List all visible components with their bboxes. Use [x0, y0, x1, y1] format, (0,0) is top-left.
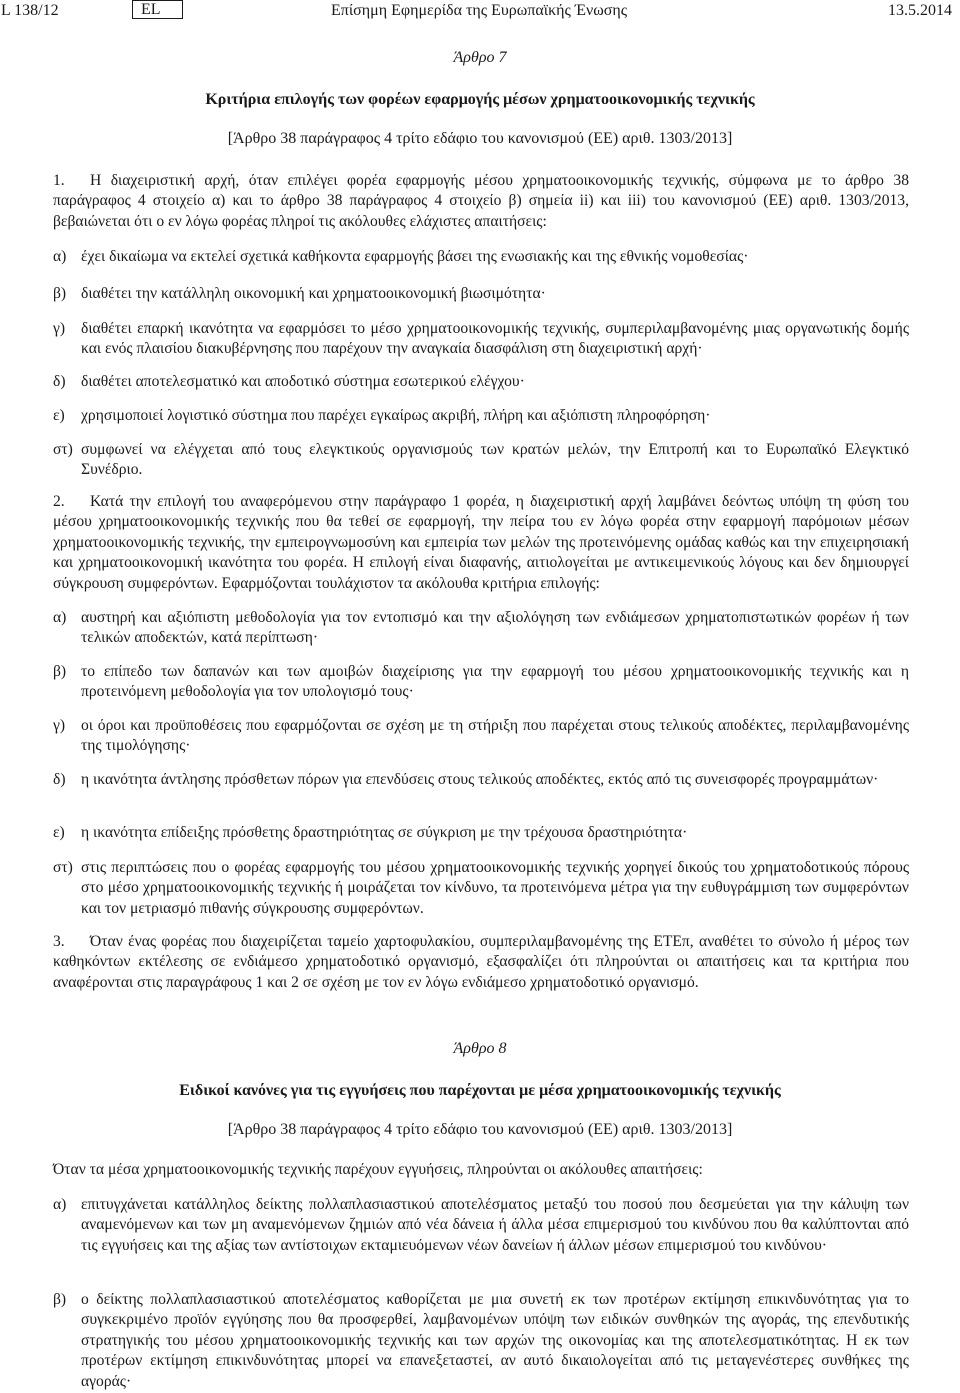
list-item [53, 716, 909, 757]
list-item-text: διαθέτει αποτελεσματικό και αποδοτικό σύστημα εσωτερικού ελέγχου· [81, 373, 525, 390]
list-item-text: το επίπεδο των δαπανών και των αμοιβών διαχείρισης για την εφαρμογή του μέσου χρηματοοικονομικής τεχνικής και η προτεινόμενη μεθοδολογία για τον υπολογισμό τους· [81, 663, 909, 701]
list-item [53, 1290, 909, 1392]
paragraph-number: 2. [53, 493, 65, 510]
list-item-text: στις περιπτώσεις που ο φορέας εφαρμογής του μέσου χρηματοοικονομικής τεχνικής χορηγεί δικούς του χρηματοδοτικούς πόρους στο μέσο χρηματοοικονομικής τεχνικής ή μοιράζεται τον κίνδυνο, τα προτεινόμενα μέτρα για την ευθυγράμμιση των συμφερόντων και τον μετριασμό πιθανής σύγκρουσης συμφερόντων. [81, 859, 909, 917]
list-item-text: η ικανότητα άντλησης πρόσθετων πόρων για επενδύσεις στους τελικούς αποδέκτες, εκτός από τις συνεισφορές προγραμμάτων· [81, 771, 879, 788]
article-7-paragraph-1 [53, 171, 909, 233]
article-7-reference: [Άρθρο 38 παράγραφος 4 τρίτο εδάφιο του κανονισμού (ΕΕ) αριθ. 1303/2013] [227, 130, 733, 147]
list-item-text: αυστηρή και αξιόπιστη μεθοδολογία για τον εντοπισμό και την αξιολόγηση των ενδιάμεσων χρηματοπιστωτικών φορέων ή των τελικών αποδεκτών, κατά περίπτωση· [81, 609, 909, 647]
list-item-label: στ) [53, 859, 73, 876]
publication-date: 13.5.2014 [888, 2, 952, 19]
list-item-text: ο δείκτης πολλαπλασιαστικού αποτελέσματος καθορίζεται με μια συνετή εκ των προτέρων εκτίμηση επικινδυνότητας για το συγκεκριμένο προϊόν εγγύησης που θα προσφερθεί, λαμβανομένων υπόψη των ειδικών συνθηκών της αγοράς, της επενδυτικής στρατηγικής του μέσου χρηματοοικονομικής τεχνικής και των αρχών της οικονομίας και της αποτελεσματικότητας. Η εκ των προτέρων εκτίμηση επικινδυνότητας μπορεί να επανεξεταστεί, αν αυτό δικαιολογείται από τις μεταγενέστερες συνθήκες της αγοράς· [81, 1291, 909, 1390]
list-item-label: α) [53, 609, 67, 626]
list-item [53, 319, 909, 360]
list-item-label: στ) [53, 441, 73, 458]
list-item-text: οι όροι και προϋποθέσεις που εφαρμόζονται σε σχέση με τη στήριξη που παρέχεται στους τελικούς αποδέκτες, περιλαμβανομένης της τιμολόγησης· [81, 717, 909, 755]
list-item-label: α) [53, 1196, 67, 1213]
paragraph-number: 3. [53, 933, 65, 950]
list-item-label: α) [53, 248, 67, 265]
list-item [53, 406, 909, 426]
list-item-label: β) [53, 285, 67, 302]
page-header [0, 0, 960, 24]
list-item [53, 858, 909, 919]
list-item-label: δ) [53, 373, 66, 390]
language-badge: EL [132, 0, 183, 19]
list-item-text: διαθέτει την κατάλληλη οικονομική και χρηματοοικονομική βιωσιμότητα· [81, 285, 546, 302]
journal-title: Επίσημη Εφημερίδα της Ευρωπαϊκής Ένωσης [331, 2, 628, 19]
list-item-text: η ικανότητα επίδειξης πρόσθετης δραστηριότητας σε σύγκριση με την τρέχουσα δραστηριότητα· [81, 824, 688, 841]
list-item-label: β) [53, 663, 67, 680]
article-8-reference: [Άρθρο 38 παράγραφος 4 τρίτο εδάφιο του κανονισμού (ΕΕ) αριθ. 1303/2013] [227, 1121, 733, 1138]
list-item [53, 284, 909, 304]
article-7-number: Άρθρο 7 [453, 49, 507, 66]
list-item-text: επιτυγχάνεται κατάλληλος δείκτης πολλαπλασιαστικού αποτελέσματος μεταξύ του ποσού που δεσμεύεται για την κάλυψη των αναμενόμενων και των μη αναμενόμενων ζημιών από νέα δάνεια ή άλλα μέσα επιμερισμού του κινδύνου που θα καλύπτονται από τις εγγυήσεις και της αξίας των αντίστοιχων εκταμιευόμενων νέων δανείων ή άλλων μέσων επιμερισμού του κινδύνου· [81, 1196, 909, 1254]
article-8-title: Ειδικοί κανόνες για τις εγγυήσεις που παρέχονται με μέσα χρηματοοικονομικής τεχνικής [179, 1082, 781, 1099]
paragraph-number: 1. [53, 172, 65, 189]
article-8-number: Άρθρο 8 [453, 1040, 507, 1057]
list-item [53, 440, 909, 481]
list-item-text: χρησιμοποιεί λογιστικό σύστημα που παρέχει εγκαίρως ακριβή, πλήρη και αξιόπιστη πληροφόρηση· [81, 407, 711, 424]
paragraph-text: Όταν ένας φορέας που διαχειρίζεται ταμείο χαρτοφυλακίου, συμπεριλαμβανομένης της ΕΤΕπ, αναθέτει το σύνολο ή μέρος των καθηκόντων εκτέλεσης σε ενδιάμεσο χρηματοδοτικό οργανισμό, εξασφαλίζει ότι πληρούνται οι απαιτήσεις και τα κριτήρια που αναφέρονται στις παραγράφους 1 και 2 σε σχέση με τον εν λόγω ενδιάμεσο χρηματοδοτικό οργανισμό. [53, 933, 909, 991]
list-item [53, 247, 909, 267]
list-item-label: ε) [53, 824, 65, 841]
list-item [53, 608, 909, 649]
list-item [53, 823, 909, 843]
list-item [53, 662, 909, 703]
article-7-paragraph-2 [53, 492, 909, 594]
list-item [53, 1195, 909, 1256]
page-reference: L 138/12 [1, 2, 59, 19]
article-8-intro: Όταν τα μέσα χρηματοοικονομικής τεχνικής παρέχουν εγγυήσεις, πληρούνται οι ακόλουθες απαιτήσεις: [53, 1161, 703, 1178]
list-item-text: διαθέτει επαρκή ικανότητα να εφαρμόσει το μέσο χρηματοοικονομικής τεχνικής, συμπεριλαμβανομένης μιας οργανωτικής δομής και ενός πλαισίου διακυβέρνησης που παρέχουν την αναγκαία διασφάλιση στη διαχειριστική αρχή· [81, 320, 909, 358]
list-item-text: έχει δικαίωμα να εκτελεί σχετικά καθήκοντα εφαρμογής βάσει της ενωσιακής και της εθνικής νομοθεσίας· [81, 248, 749, 265]
list-item-label: γ) [53, 320, 66, 337]
list-item-label: ε) [53, 407, 65, 424]
list-item-label: δ) [53, 771, 66, 788]
list-item-label: γ) [53, 717, 66, 734]
list-item [53, 770, 909, 790]
article-7-title: Κριτήρια επιλογής των φορέων εφαρμογής μέσων χρηματοοικονομικής τεχνικής [205, 91, 755, 108]
list-item-label: β) [53, 1291, 67, 1308]
article-7-paragraph-3 [53, 932, 909, 993]
paragraph-text: Κατά την επιλογή του αναφερόμενου στην παράγραφο 1 φορέα, η διαχειριστική αρχή λαμβάνει δεόντως υπόψη τη φύση του μέσου χρηματοοικονομικής τεχνικής που θα τεθεί σε εφαρμογή, την πείρα του εν λόγω φορέα στην εφαρμογή παρόμοιων μέσων χρηματοοικονομικής τεχνικής, την εμπειρογνωμοσύνη και εμπειρία των μελών της προτεινόμενης ομάδας καθώς και την επιχειρησιακή και χρηματοοικονομική ικανότητα του φορέα. Η επιλογή είναι διαφανής, αιτιολογείται με αντικειμενικούς λόγους και δεν δημιουργεί σύγκρουση συμφερόντων. Εφαρμόζονται τουλάχιστον τα ακόλουθα κριτήρια επιλογής: [53, 493, 909, 592]
list-item [53, 372, 909, 392]
list-item-text: συμφωνεί να ελέγχεται από τους ελεγκτικούς οργανισμούς των κρατών μελών, την Επιτροπή και το Ευρωπαϊκό Ελεγκτικό Συνέδριο. [81, 441, 909, 479]
paragraph-text: Η διαχειριστική αρχή, όταν επιλέγει φορέα εφαρμογής μέσου χρηματοοικονομικής τεχνικής, σύμφωνα με το άρθρο 38 παράγραφος 4 στοιχείο α) και το άρθρο 38 παράγραφος 4 στοιχείο β) σημεία ii) και iii) του κανονισμού (ΕΕ) αριθ. 1303/2013, βεβαιώνεται ότι ο εν λόγω φορέας πληροί τις ακόλουθες ελάχιστες απαιτήσεις: [53, 172, 909, 230]
